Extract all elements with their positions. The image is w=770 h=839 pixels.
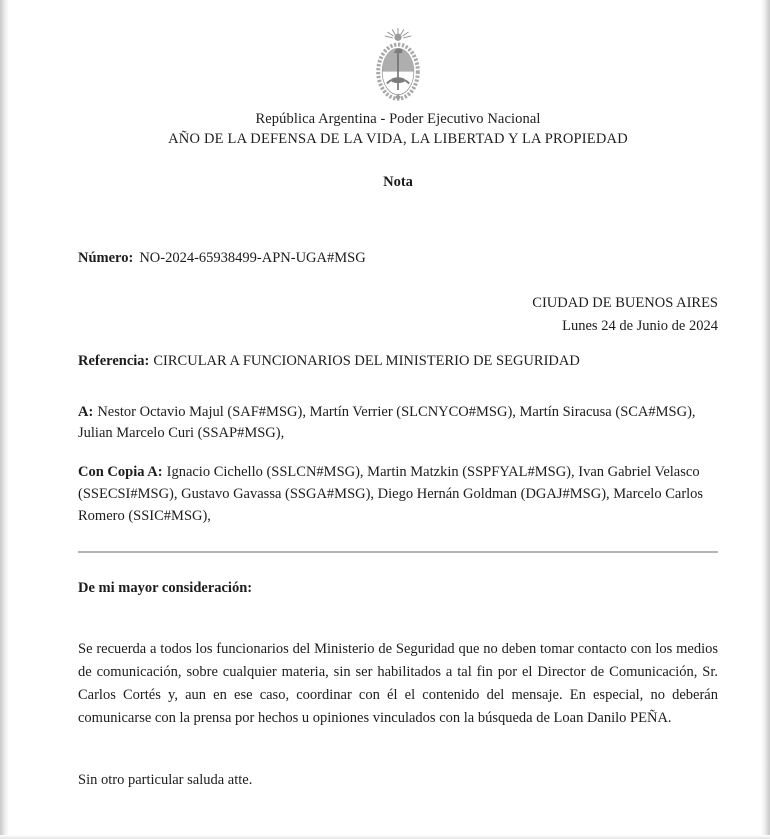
reference-line [78, 353, 718, 370]
recipients-label: A: [78, 404, 94, 420]
salutation-line: De mi mayor consideración: [78, 580, 253, 597]
body-paragraph: Se recuerda a todos los funcionarios del Ministerio de Seguridad que no deben tomar contacto con los medios de comunicación, sobre cualquier materia, sin ser habilitados a tal fin por el Director de Comunicación, Sr. Carlos Cortés y, aun en ese caso, coordinar con él el contenido del mensaje. En especial, no deberán comunicarse con la prensa por hechos u opiniones vinculados con la búsqueda de Loan Danilo PEÑA. [78, 641, 718, 726]
cc-value: Ignacio Cichello (SSLCN#MSG), Martin Matzkin (SSPFYAL#MSG), Ivan Gabriel Velasco (SSECSI#MSG), Gustavo Gavassa (SSGA#MSG), Diego Hernán Goldman (DGAJ#MSG), Marcelo Carlos Romero (SSIC#MSG), [78, 464, 704, 524]
document-number-line [78, 250, 718, 267]
place-line: CIUDAD DE BUENOS AIRES [532, 295, 718, 311]
document-type-title: Nota [383, 174, 413, 190]
number-value: NO-2024-65938499-APN-UGA#MSG [139, 250, 366, 266]
cc-label: Con Copia A: [78, 464, 163, 481]
reference-value: CIRCULAR A FUNCIONARIOS DEL MINISTERIO DE SEGURIDAD [153, 353, 580, 369]
section-divider [78, 551, 718, 553]
header-org-line: República Argentina - Poder Ejecutivo Nacional [255, 111, 541, 127]
header-year-line: AÑO DE LA DEFENSA DE LA VIDA, LA LIBERTAD Y LA PROPIEDAD [168, 131, 628, 147]
argentina-coat-of-arms-icon [365, 28, 431, 102]
reference-label: Referencia: [78, 353, 150, 369]
date-line: Lunes 24 de Junio de 2024 [562, 318, 718, 334]
crest-container [78, 28, 718, 107]
closing-line: Sin otro particular saluda atte. [78, 771, 253, 788]
recipients-block [78, 402, 718, 444]
cc-block [78, 462, 718, 527]
number-label: Número: [78, 250, 134, 266]
recipients-value: Nestor Octavio Majul (SAF#MSG), Martín Verrier (SLCNYCO#MSG), Martín Siracusa (SCA#MSG), Julian Marcelo Curi (SSAP#MSG), [78, 404, 696, 442]
